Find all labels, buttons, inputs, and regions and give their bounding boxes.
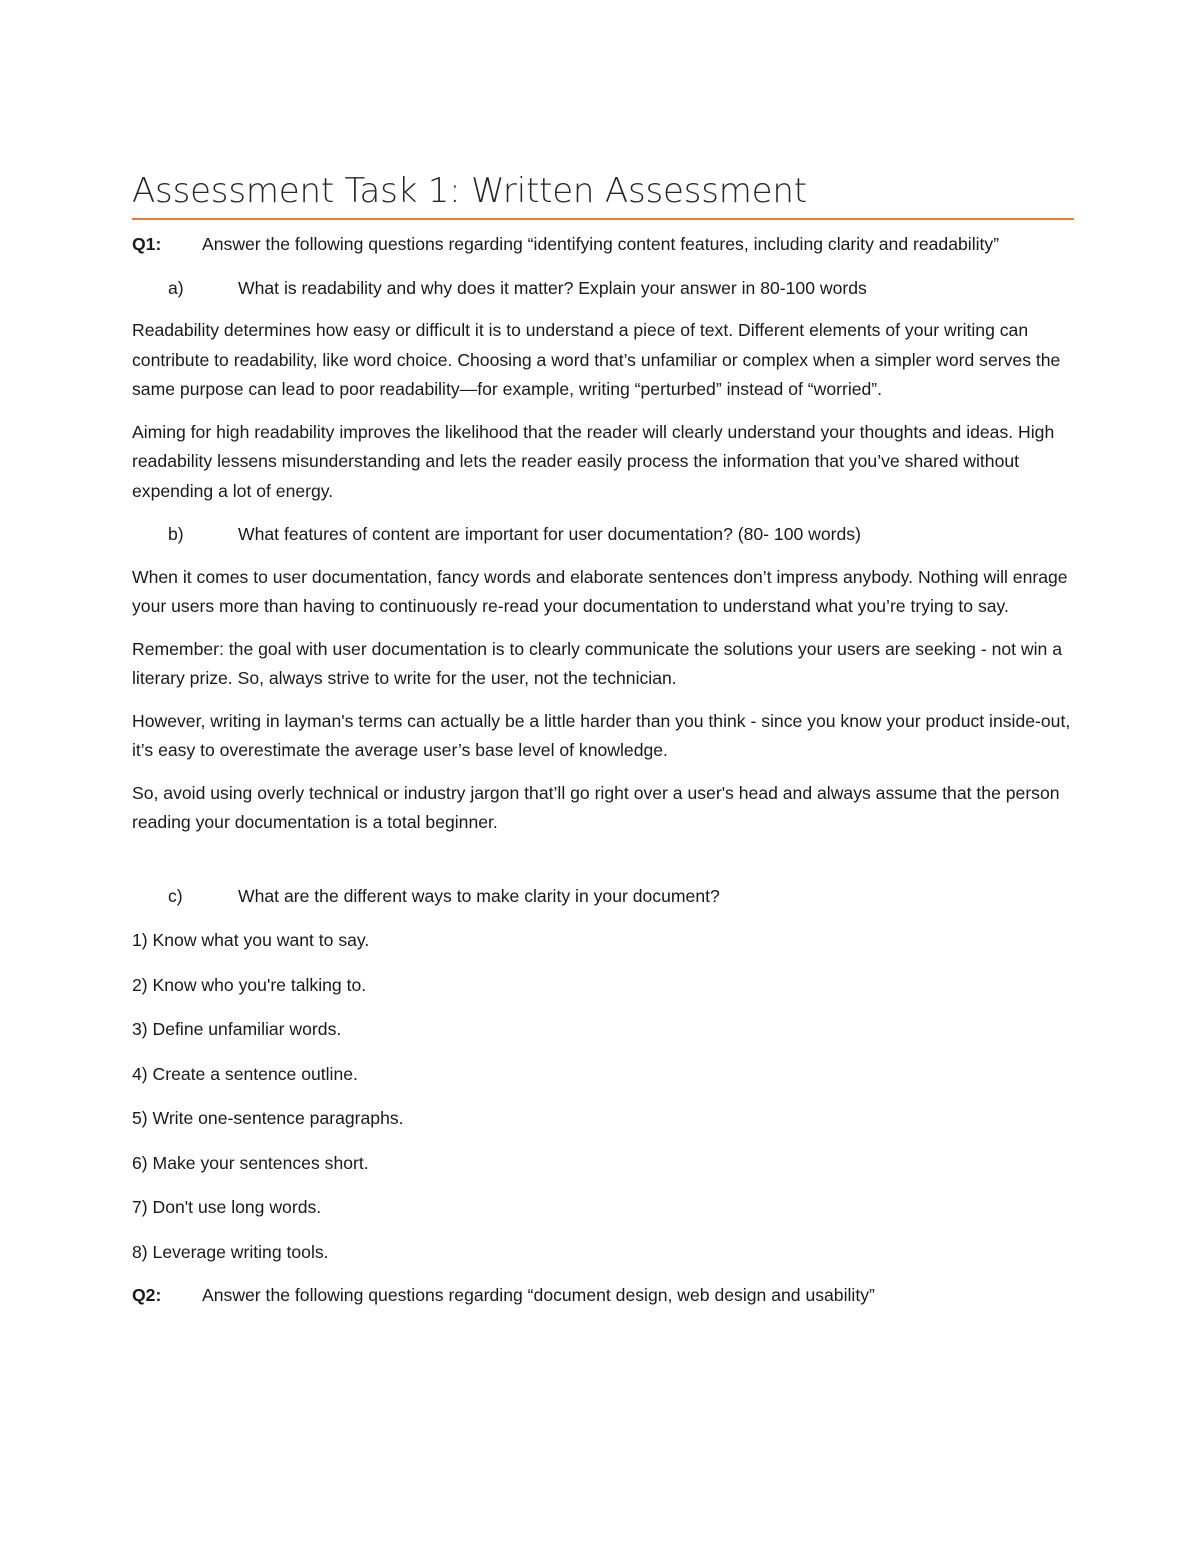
subquestion-a-text: What is readability and why does it matter? Explain your answer in 80-100 words — [238, 277, 867, 298]
question-1-text: Answer the following questions regarding “identifying content features, including clarity and readability” — [202, 234, 1000, 254]
clarity-list-item: 4) Create a sentence outline. — [132, 1063, 358, 1084]
question-1 — [132, 230, 1074, 260]
answer-b-paragraph: When it comes to user documentation, fancy words and elaborate sentences don’t impress anybody. Nothing will enrage your users more than having to continuously re-read your documentation to understand what you’re trying to say. — [132, 566, 1068, 616]
document-body — [132, 168, 1074, 1311]
clarity-list-item: 2) Know who you're talking to. — [132, 974, 367, 995]
document-title: Assessment Task 1: Written Assessment — [132, 168, 1074, 220]
clarity-list-item: 6) Make your sentences short. — [132, 1152, 369, 1173]
clarity-list-item: 8) Leverage writing tools. — [132, 1241, 329, 1262]
answer-b-paragraph: Remember: the goal with user documentation is to clearly communicate the solutions your users are seeking - not win a literary prize. So, always strive to write for the user, not the technician. — [132, 638, 1062, 688]
question-1-number: Q1: — [132, 234, 162, 254]
answer-a-paragraph: Readability determines how easy or difficult it is to understand a piece of text. Different elements of your writing can contribute to readability, like word choice. Choosing a word that’s unfamiliar or complex when a simpler word serves the same purpose can lead to poor readability—for example, writing “perturbed” instead of “worried”. — [132, 320, 1061, 399]
subquestion-c — [132, 882, 1074, 912]
clarity-list-item: 7) Don't use long words. — [132, 1197, 322, 1217]
question-2-text: Answer the following questions regarding “document design, web design and usability” — [202, 1285, 875, 1305]
subquestion-c-letter: c) — [168, 885, 183, 906]
question-2 — [132, 1281, 1074, 1311]
subquestion-a — [132, 274, 1074, 304]
answer-a-paragraph: Aiming for high readability improves the likelihood that the reader will clearly understand your thoughts and ideas. High readability lessens misunderstanding and lets the reader easily process the information that you’ve shared without expending a lot of energy. — [132, 421, 1055, 501]
subquestion-a-letter: a) — [168, 277, 184, 298]
question-2-number: Q2: — [132, 1285, 162, 1305]
clarity-list-item: 5) Write one-sentence paragraphs. — [132, 1108, 404, 1128]
clarity-list-item: 3) Define unfamiliar words. — [132, 1019, 342, 1039]
clarity-list-item: 1) Know what you want to say. — [132, 930, 370, 950]
subquestion-c-text: What are the different ways to make clarity in your document? — [238, 885, 720, 906]
answer-b-paragraph: So, avoid using overly technical or industry jargon that’ll go right over a user's head and always assume that the person reading your documentation is a total beginner. — [132, 782, 1060, 832]
blank-line — [132, 838, 1074, 868]
subquestion-b-letter: b) — [168, 524, 184, 544]
answer-b-paragraph: However, writing in layman's terms can actually be a little harder than you think - since you know your product inside-out, it’s easy to overestimate the average user’s base level of knowledge. — [132, 710, 1071, 760]
subquestion-b-text: What features of content are important for user documentation? (80- 100 words) — [238, 524, 861, 544]
subquestion-b — [132, 520, 1074, 550]
